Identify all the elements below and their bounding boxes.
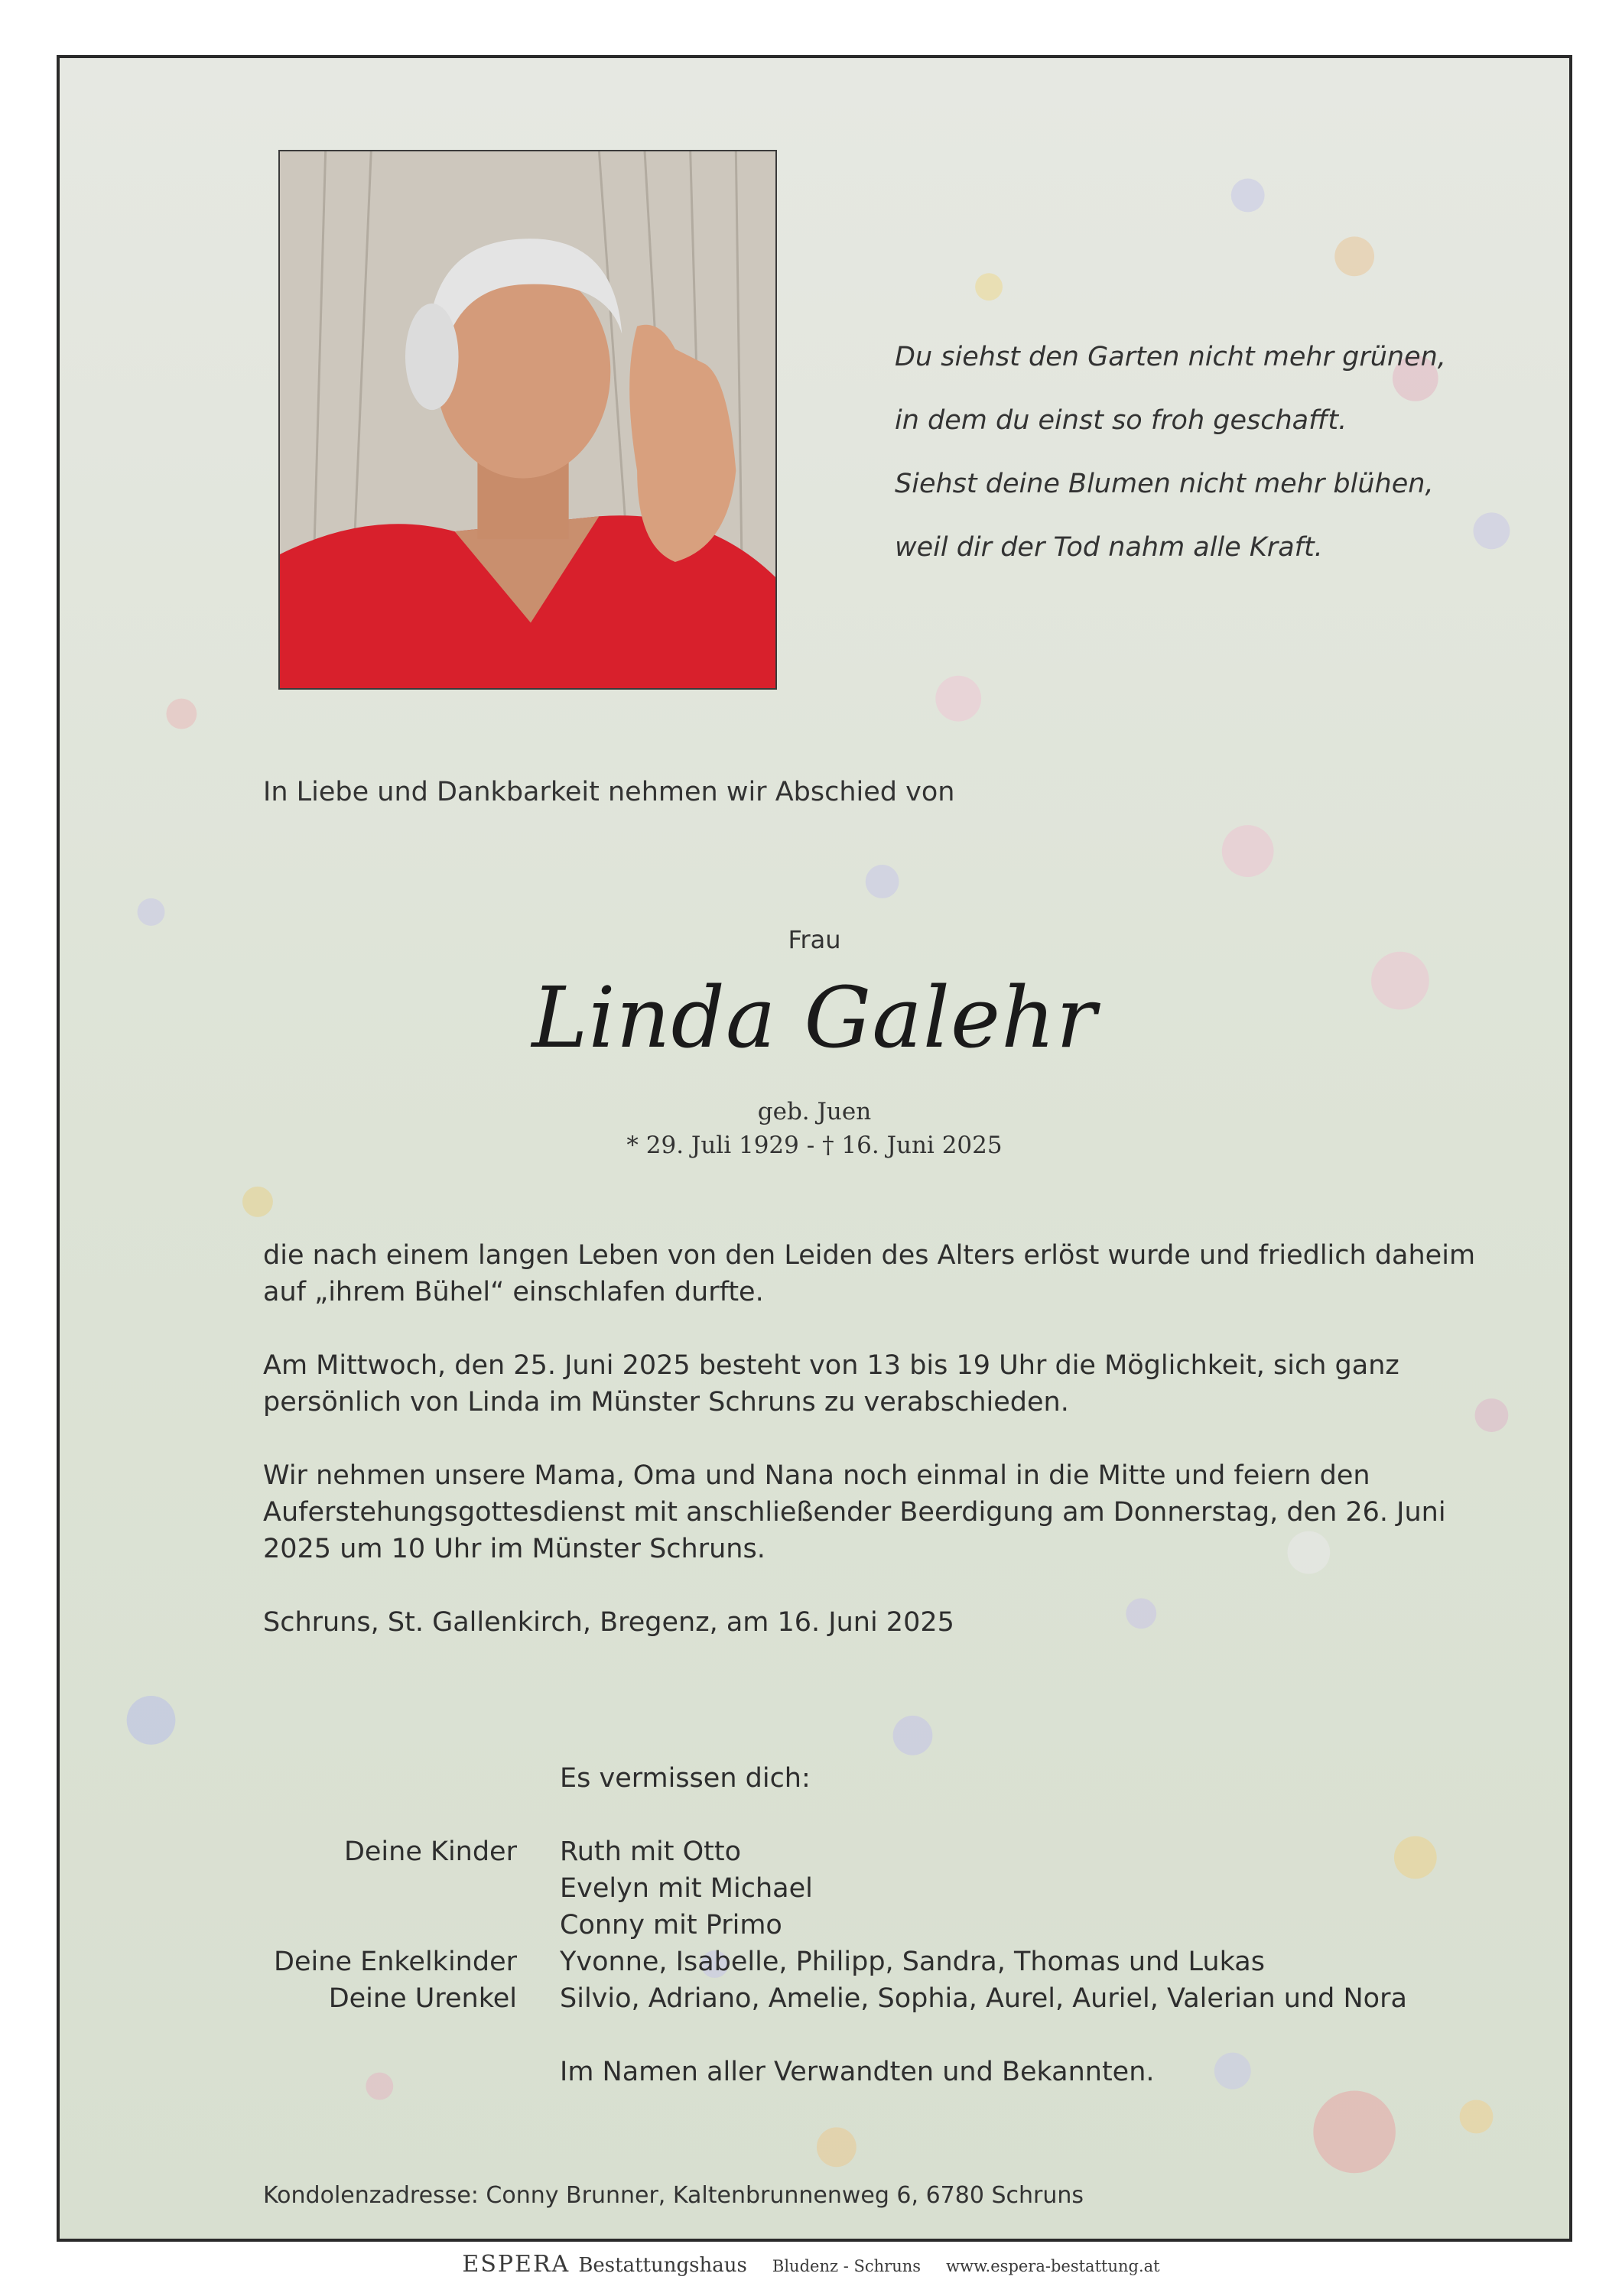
children-label: Deine Kinder	[343, 1836, 517, 1867]
mourners-heading: Es vermissen dich:	[560, 1763, 811, 1794]
paragraph-passing: die nach einem langen Leben von den Leiden des Alters erlöst wurde und friedlich daheim auf „ihrem Bühel“ einschlafen durfte.	[263, 1240, 1476, 1307]
great-grandchildren-names: Silvio, Adriano, Amelie, Sophia, Aurel, Auriel, Valerian und Nora	[560, 1983, 1407, 2014]
child-entry: Ruth mit Otto	[560, 1836, 742, 1867]
mourners-list	[263, 1760, 1563, 2090]
grandchildren-names: Yvonne, Isabelle, Philipp, Sandra, Thomas und Lukas	[560, 1947, 1265, 1977]
child-entry: Evelyn mit Michael	[560, 1873, 813, 1904]
salutation: Frau	[788, 925, 841, 954]
place-date: Schruns, St. Gallenkirch, Bregenz, am 16. Juni 2025	[263, 1607, 954, 1638]
mourners-heading-row	[263, 1760, 1563, 1797]
maiden-name: geb. Juen	[757, 1098, 872, 1125]
poem	[895, 326, 1552, 580]
closing-text: Im Namen aller Verwandten und Bekannten.	[560, 2057, 1155, 2087]
great-grandchildren-label: Deine Urenkel	[328, 1983, 517, 2014]
portrait-photo	[278, 150, 777, 690]
announcement-body	[263, 1237, 1517, 1641]
funeral-home-footer	[0, 2251, 1622, 2278]
intro-text: In Liebe und Dankbarkeit nehmen wir Abschied von	[263, 777, 955, 807]
children-row	[263, 1833, 1563, 1870]
grandchildren-row	[263, 1944, 1563, 1980]
brand-name: ESPERA	[462, 2251, 570, 2278]
deceased-name: Linda Galehr	[531, 969, 1097, 1067]
poem-line: Du siehst den Garten nicht mehr grünen,	[895, 342, 1446, 372]
brand-subtitle: Bestattungshaus	[578, 2254, 747, 2277]
closing-row	[263, 2054, 1563, 2090]
brand-website[interactable]: www.espera-bestattung.at	[946, 2257, 1160, 2275]
poem-line: Siehst deine Blumen nicht mehr blühen,	[895, 469, 1434, 499]
grandchildren-label: Deine Enkelkinder	[274, 1947, 517, 1977]
great-grandchildren-row	[263, 1980, 1563, 2017]
poem-line: in dem du einst so froh geschafft.	[895, 405, 1347, 436]
paragraph-funeral: Wir nehmen unsere Mama, Oma und Nana noch einmal in die Mitte und feiern den Auferstehungsgottesdienst mit anschließender Beerdigung am Donnerstag, den 26. Juni 2025 um 10 Uhr im Münster Schruns.	[263, 1460, 1446, 1564]
children-row	[263, 1907, 1563, 1944]
children-row	[263, 1870, 1563, 1907]
paragraph-viewing: Am Mittwoch, den 25. Juni 2025 besteht von 13 bis 19 Uhr die Möglichkeit, sich ganz persönlich von Linda im Münster Schruns zu verabschieden.	[263, 1350, 1399, 1418]
life-dates: * 29. Juli 1929 - † 16. Juni 2025	[626, 1132, 1003, 1159]
brand-locations: Bludenz - Schruns	[772, 2257, 922, 2275]
condolence-address: Kondolenzadresse: Conny Brunner, Kaltenbrunnenweg 6, 6780 Schruns	[263, 2182, 1084, 2209]
poem-line: weil dir der Tod nahm alle Kraft.	[895, 532, 1323, 563]
child-entry: Conny mit Primo	[560, 1910, 782, 1940]
obituary-frame	[57, 55, 1572, 2242]
